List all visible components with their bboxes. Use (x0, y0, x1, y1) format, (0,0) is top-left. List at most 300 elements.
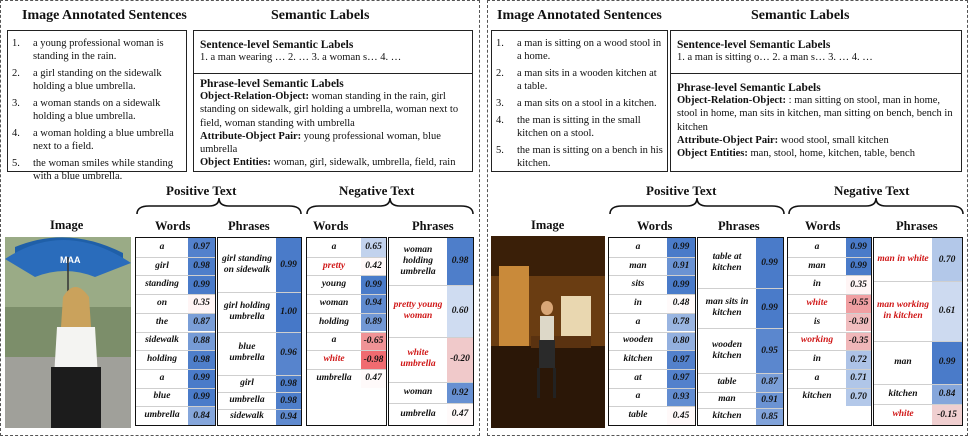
word-row (609, 369, 695, 388)
word-cell: sits (631, 279, 645, 290)
score-cell: 0.89 (361, 313, 386, 332)
pos-words-label-right: Words (637, 219, 673, 233)
row-divider (307, 350, 386, 351)
word-row (307, 238, 386, 257)
phrase-cell: man working in kitchen (876, 299, 929, 321)
word-cell: standing (145, 279, 179, 290)
score-cell: 0.87 (188, 313, 215, 332)
phrase-row (874, 384, 962, 405)
phrase-row (698, 373, 783, 391)
score-cell: 0.99 (756, 238, 783, 288)
row-divider (698, 408, 783, 409)
row-divider (609, 332, 695, 333)
word-row (136, 294, 215, 313)
phrase-cell: man sits in kitchen (705, 297, 749, 319)
positive-brace-right (608, 196, 786, 216)
phrase-cell: white umbrella (400, 348, 436, 370)
score-cell: 0.35 (846, 275, 871, 294)
aop-label: Attribute-Object Pair: (200, 130, 302, 142)
phrase-cell: kitchen (712, 411, 742, 422)
row-divider (609, 313, 695, 314)
sentence-number: 1. (496, 38, 504, 49)
sentence-level-text: 1. a man wearing … 2. … 3. a woman s… 4. … (200, 52, 402, 63)
row-divider (136, 313, 215, 314)
score-cell: 0.91 (756, 392, 783, 409)
score-cell: 0.47 (447, 403, 473, 425)
row-divider (136, 275, 215, 276)
score-cell: 0.94 (361, 294, 386, 313)
pos-phrases-table (217, 237, 302, 426)
sentence-number: 2. (496, 68, 504, 79)
negative-brace (305, 196, 475, 216)
score-cell: 0.71 (846, 369, 871, 388)
row-divider (788, 369, 871, 370)
oro-label-right: Object-Relation-Object: (677, 95, 787, 106)
row-divider (788, 313, 871, 314)
score-cell: 0.78 (667, 313, 695, 332)
aop-text-right: wood stool, small kitchen (778, 134, 889, 146)
aop-label-right: Attribute-Object Pair: (677, 134, 779, 146)
neg-words-label: Words (313, 219, 349, 233)
kitchen-man-photo (491, 236, 605, 428)
word-cell: working (800, 335, 834, 346)
row-divider (307, 275, 386, 276)
word-cell: holding (318, 316, 350, 327)
word-row (788, 350, 871, 369)
phrase-row (389, 285, 473, 337)
phrase-row (698, 288, 783, 328)
word-cell: a (159, 372, 165, 383)
score-cell: 0.97 (667, 350, 695, 369)
word-cell: in (634, 297, 642, 308)
row-divider (609, 257, 695, 258)
word-cell: is (813, 316, 821, 327)
phrase-level-title: Phrase-level Semantic Labels (200, 78, 344, 90)
phrase-row (698, 392, 783, 409)
row-divider (609, 350, 695, 351)
score-cell: 0.99 (846, 257, 871, 276)
row-divider (874, 281, 962, 282)
phrase-row (698, 328, 783, 373)
phrase-row (698, 408, 783, 425)
sentence-number: 3. (496, 98, 504, 109)
row-divider (307, 332, 386, 333)
phrase-row (218, 392, 301, 408)
word-cell: umbrella (144, 410, 180, 421)
phrase-row (874, 341, 962, 384)
word-row (136, 238, 215, 257)
word-cell: holding (146, 354, 178, 365)
row-divider (136, 388, 215, 389)
image-sentences-header-right: Image Annotated Sentences (497, 8, 662, 23)
score-cell: 0.80 (667, 332, 695, 351)
oro-text-right: : man sitting on stool, man in home, stool in home, man sits in kitchen, man sitting on bench, bench in kitchen (677, 95, 953, 133)
word-row (609, 406, 695, 425)
row-divider (698, 328, 783, 329)
score-cell: -0.65 (361, 332, 386, 351)
row-divider (218, 292, 301, 293)
score-cell: 0.97 (188, 238, 215, 257)
word-row (609, 350, 695, 369)
row-divider (307, 257, 386, 258)
neg-phrases-table-right (873, 237, 963, 426)
row-divider (389, 337, 473, 338)
row-divider (218, 409, 301, 410)
sentence-text: a woman holding a blue umbrella next to a field. (33, 128, 174, 152)
row-divider (698, 288, 783, 289)
sentence-item (492, 67, 663, 93)
word-cell: a (814, 241, 820, 252)
score-cell: 0.94 (276, 409, 301, 425)
sentence-number: 1. (12, 38, 20, 49)
row-divider (218, 392, 301, 393)
word-cell: a (635, 241, 641, 252)
phrase-cell: umbrella (229, 395, 265, 406)
word-row (307, 257, 386, 276)
score-cell: 0.99 (667, 238, 695, 257)
word-row (307, 350, 386, 369)
word-cell: table (628, 410, 648, 421)
word-cell: sidewalk (145, 335, 179, 346)
word-cell: a (331, 335, 337, 346)
word-row (136, 406, 215, 425)
pos-phrases-label-right: Phrases (718, 219, 760, 233)
semantic-labels-header: Semantic Labels (271, 8, 370, 23)
word-cell: wooden (622, 335, 654, 346)
word-cell: pretty (322, 260, 346, 271)
score-cell: 0.72 (846, 350, 871, 369)
sentence-text: the woman smiles while standing with a blue umbrella. (33, 158, 173, 182)
row-divider (788, 257, 871, 258)
word-cell: at (634, 372, 642, 383)
aop-text: young professional woman, blue umbrella (200, 130, 441, 156)
score-cell: 0.91 (667, 257, 695, 276)
positive-text-label: Positive Text (166, 183, 237, 198)
score-cell: -0.15 (932, 404, 962, 425)
row-divider (788, 388, 871, 389)
phrase-level-title-right: Phrase-level Semantic Labels (677, 82, 821, 94)
score-cell: -0.35 (846, 332, 871, 351)
positive-brace (135, 196, 303, 216)
phrase-level-box (193, 73, 473, 172)
pos-words-table-right (608, 237, 696, 426)
row-divider (389, 285, 473, 286)
word-row (788, 369, 871, 388)
word-cell: white (323, 354, 345, 365)
score-cell: -0.98 (361, 350, 386, 369)
sentence-text: a girl standing on the sidewalk holding a blue umbrella. (33, 68, 162, 92)
score-cell: 1.00 (276, 292, 301, 333)
phrase-row (874, 238, 962, 281)
score-cell: 0.99 (361, 275, 386, 294)
phrase-cell: pretty young woman (393, 299, 443, 321)
score-cell: 0.98 (447, 238, 473, 285)
phrase-row (218, 238, 301, 292)
row-divider (218, 375, 301, 376)
score-cell: 0.99 (846, 238, 871, 257)
score-cell: 0.42 (361, 257, 386, 276)
word-cell: in (813, 279, 821, 290)
phrase-cell: girl holding umbrella (223, 300, 271, 322)
word-cell: a (635, 391, 641, 402)
word-cell: the (155, 316, 169, 327)
score-cell: 0.93 (667, 388, 695, 407)
score-cell: 0.47 (361, 369, 386, 388)
row-divider (136, 406, 215, 407)
score-cell: 0.98 (276, 392, 301, 408)
score-cell: 0.70 (846, 388, 871, 407)
row-divider (389, 403, 473, 404)
word-cell: young (321, 279, 347, 290)
phrase-cell: woman holding umbrella (400, 244, 436, 277)
pos-words-label: Words (155, 219, 191, 233)
word-row (788, 388, 871, 407)
word-row (136, 369, 215, 388)
word-cell: kitchen (623, 354, 653, 365)
word-row (136, 275, 215, 294)
oe-label: Object Entities: (200, 157, 271, 169)
phrase-cell: woman (403, 387, 433, 398)
neg-words-label-right: Words (805, 219, 841, 233)
score-cell: 0.85 (756, 408, 783, 425)
sentence-number: 5. (12, 158, 20, 169)
sentence-number: 3. (12, 98, 20, 109)
positive-text-label-right: Positive Text (646, 183, 717, 198)
row-divider (788, 294, 871, 295)
row-divider (136, 350, 215, 351)
word-row (609, 294, 695, 313)
score-cell: 0.45 (667, 406, 695, 425)
sentence-level-box-right (670, 30, 962, 74)
pos-words-table (135, 237, 216, 426)
negative-text-label-right: Negative Text (834, 183, 910, 198)
phrase-cell: blue umbrella (229, 342, 265, 364)
phrase-cell: sidewalk (230, 411, 264, 422)
score-cell: 0.60 (447, 285, 473, 337)
phrase-row (218, 332, 301, 374)
word-row (609, 388, 695, 407)
score-cell: -0.55 (846, 294, 871, 313)
row-divider (874, 404, 962, 405)
sentence-item (8, 37, 182, 63)
phrase-cell: table (717, 376, 737, 387)
row-divider (788, 332, 871, 333)
score-cell: 0.99 (667, 275, 695, 294)
word-row (307, 294, 386, 313)
word-cell: man (629, 260, 647, 271)
word-cell: a (159, 241, 165, 252)
neg-words-table (306, 237, 387, 426)
score-cell: 0.96 (276, 332, 301, 374)
sentence-item (8, 67, 182, 93)
row-divider (609, 406, 695, 407)
word-row (307, 313, 386, 332)
row-divider (874, 384, 962, 385)
word-row (609, 313, 695, 332)
negative-brace-right (787, 196, 965, 216)
score-cell: 0.95 (756, 328, 783, 373)
word-cell: a (331, 241, 337, 252)
score-cell: 0.98 (188, 350, 215, 369)
neg-words-table-right (787, 237, 872, 426)
word-row (788, 275, 871, 294)
word-row (136, 257, 215, 276)
phrase-row (218, 375, 301, 393)
phrase-cell: wooden kitchen (711, 339, 743, 361)
score-cell: 0.98 (276, 375, 301, 393)
pos-phrases-table-right (697, 237, 784, 426)
score-cell: 0.35 (188, 294, 215, 313)
word-row (788, 238, 871, 257)
sentence-level-title-right: Sentence-level Semantic Labels (677, 39, 831, 51)
score-cell: 0.61 (932, 281, 962, 341)
word-row (788, 294, 871, 313)
sentence-item (8, 157, 182, 183)
word-row (136, 332, 215, 351)
score-cell: 0.88 (188, 332, 215, 351)
sentence-item (492, 114, 663, 140)
score-cell: 0.92 (447, 382, 473, 404)
sentence-level-box (193, 30, 473, 74)
score-cell: 0.99 (756, 288, 783, 328)
word-cell: in (813, 354, 821, 365)
row-divider (609, 369, 695, 370)
word-cell: woman (319, 297, 349, 308)
phrase-cell: umbrella (400, 408, 436, 419)
sentence-item (492, 144, 663, 170)
row-divider (136, 332, 215, 333)
sentence-item (492, 37, 663, 63)
phrase-cell: man in white (877, 254, 929, 264)
sentence-item (8, 97, 182, 123)
row-divider (698, 392, 783, 393)
phrase-cell: girl standing on sidewalk (222, 253, 272, 275)
sentence-text: a young professional woman is standing in the rain. (33, 38, 164, 62)
row-divider (698, 373, 783, 374)
word-row (307, 332, 386, 351)
score-cell: 0.99 (932, 341, 962, 384)
neg-phrases-table (388, 237, 474, 426)
image-sentences-header: Image Annotated Sentences (22, 8, 187, 23)
sentence-level-title: Sentence-level Semantic Labels (200, 39, 354, 51)
oe-text-right: man, stool, home, kitchen, table, bench (747, 148, 915, 160)
image-label: Image (50, 218, 84, 232)
phrase-row (698, 238, 783, 288)
semantic-labels-header-right: Semantic Labels (751, 8, 850, 23)
score-cell: 0.99 (188, 388, 215, 407)
phrase-cell: man (894, 356, 912, 367)
sentence-text: the man is sitting on a bench in his kitchen. (517, 145, 663, 169)
phrase-cell: table at kitchen (712, 252, 742, 274)
row-divider (307, 294, 386, 295)
row-divider (136, 257, 215, 258)
word-row (788, 313, 871, 332)
phrase-row (389, 382, 473, 404)
score-cell: 0.84 (932, 384, 962, 405)
phrase-row (218, 292, 301, 333)
word-cell: kitchen (802, 391, 832, 402)
score-cell: 0.87 (756, 373, 783, 391)
word-cell: white (806, 297, 828, 308)
word-cell: blue (153, 391, 171, 402)
word-cell: a (635, 316, 641, 327)
row-divider (218, 332, 301, 333)
row-divider (307, 369, 386, 370)
word-row (136, 313, 215, 332)
sentence-text: a woman stands on a sidewalk holding a blue umbrella. (33, 98, 161, 122)
score-cell: -0.30 (846, 313, 871, 332)
sentence-text: a man sits on a stool in a kitchen. (517, 98, 657, 109)
score-cell: 0.99 (276, 238, 301, 292)
row-divider (389, 382, 473, 383)
sentence-text: a man sits in a wooden kitchen at a table. (517, 68, 657, 92)
score-cell: 0.99 (188, 275, 215, 294)
negative-text-label: Negative Text (339, 183, 415, 198)
phrase-row (874, 281, 962, 341)
sentence-number: 4. (496, 115, 504, 126)
oro-label: Object-Relation-Object: (200, 91, 310, 102)
row-divider (609, 388, 695, 389)
phrase-row (389, 238, 473, 285)
row-divider (307, 313, 386, 314)
sentence-item (492, 97, 663, 110)
row-divider (788, 350, 871, 351)
word-row (609, 238, 695, 257)
umbrella-woman-photo (5, 237, 131, 428)
row-divider (788, 275, 871, 276)
score-cell: 0.99 (188, 369, 215, 388)
sentence-text: a man is sitting on a wood stool in a home. (517, 38, 662, 62)
word-cell: on (156, 297, 168, 308)
phrase-cell: girl (240, 378, 254, 389)
word-row (307, 369, 386, 388)
row-divider (136, 294, 215, 295)
phrase-row (389, 403, 473, 425)
word-row (609, 332, 695, 351)
row-divider (136, 369, 215, 370)
score-cell: 0.48 (667, 294, 695, 313)
svg-text:MAA: MAA (60, 255, 81, 265)
image-label-right: Image (531, 218, 565, 232)
word-cell: man (808, 260, 826, 271)
sentence-number: 4. (12, 128, 20, 139)
phrase-cell: kitchen (888, 388, 918, 399)
neg-phrases-label-right: Phrases (896, 219, 938, 233)
phrase-row (389, 337, 473, 382)
sentences-box-right (491, 30, 668, 172)
sentence-level-text-right: 1. a man is sitting o… 2. a man s… 3. … 4. … (677, 52, 873, 63)
score-cell: 0.97 (667, 369, 695, 388)
sentence-list (8, 37, 182, 183)
score-cell: 0.70 (932, 238, 962, 281)
sentence-text: the man is sitting in the small kitchen on a stool. (517, 115, 641, 139)
row-divider (874, 341, 962, 342)
word-row (307, 275, 386, 294)
neg-phrases-label: Phrases (412, 219, 454, 233)
word-row (609, 257, 695, 276)
score-cell: -0.20 (447, 337, 473, 382)
sentence-list-right (492, 37, 663, 170)
word-row (788, 257, 871, 276)
word-row (609, 275, 695, 294)
sentence-item (8, 127, 182, 153)
phrase-cell: man (718, 394, 736, 405)
phrase-level-text-right (677, 94, 955, 160)
sentence-number: 5. (496, 145, 504, 156)
row-divider (609, 294, 695, 295)
oe-label-right: Object Entities: (677, 148, 748, 160)
sentence-number: 2. (12, 68, 20, 79)
